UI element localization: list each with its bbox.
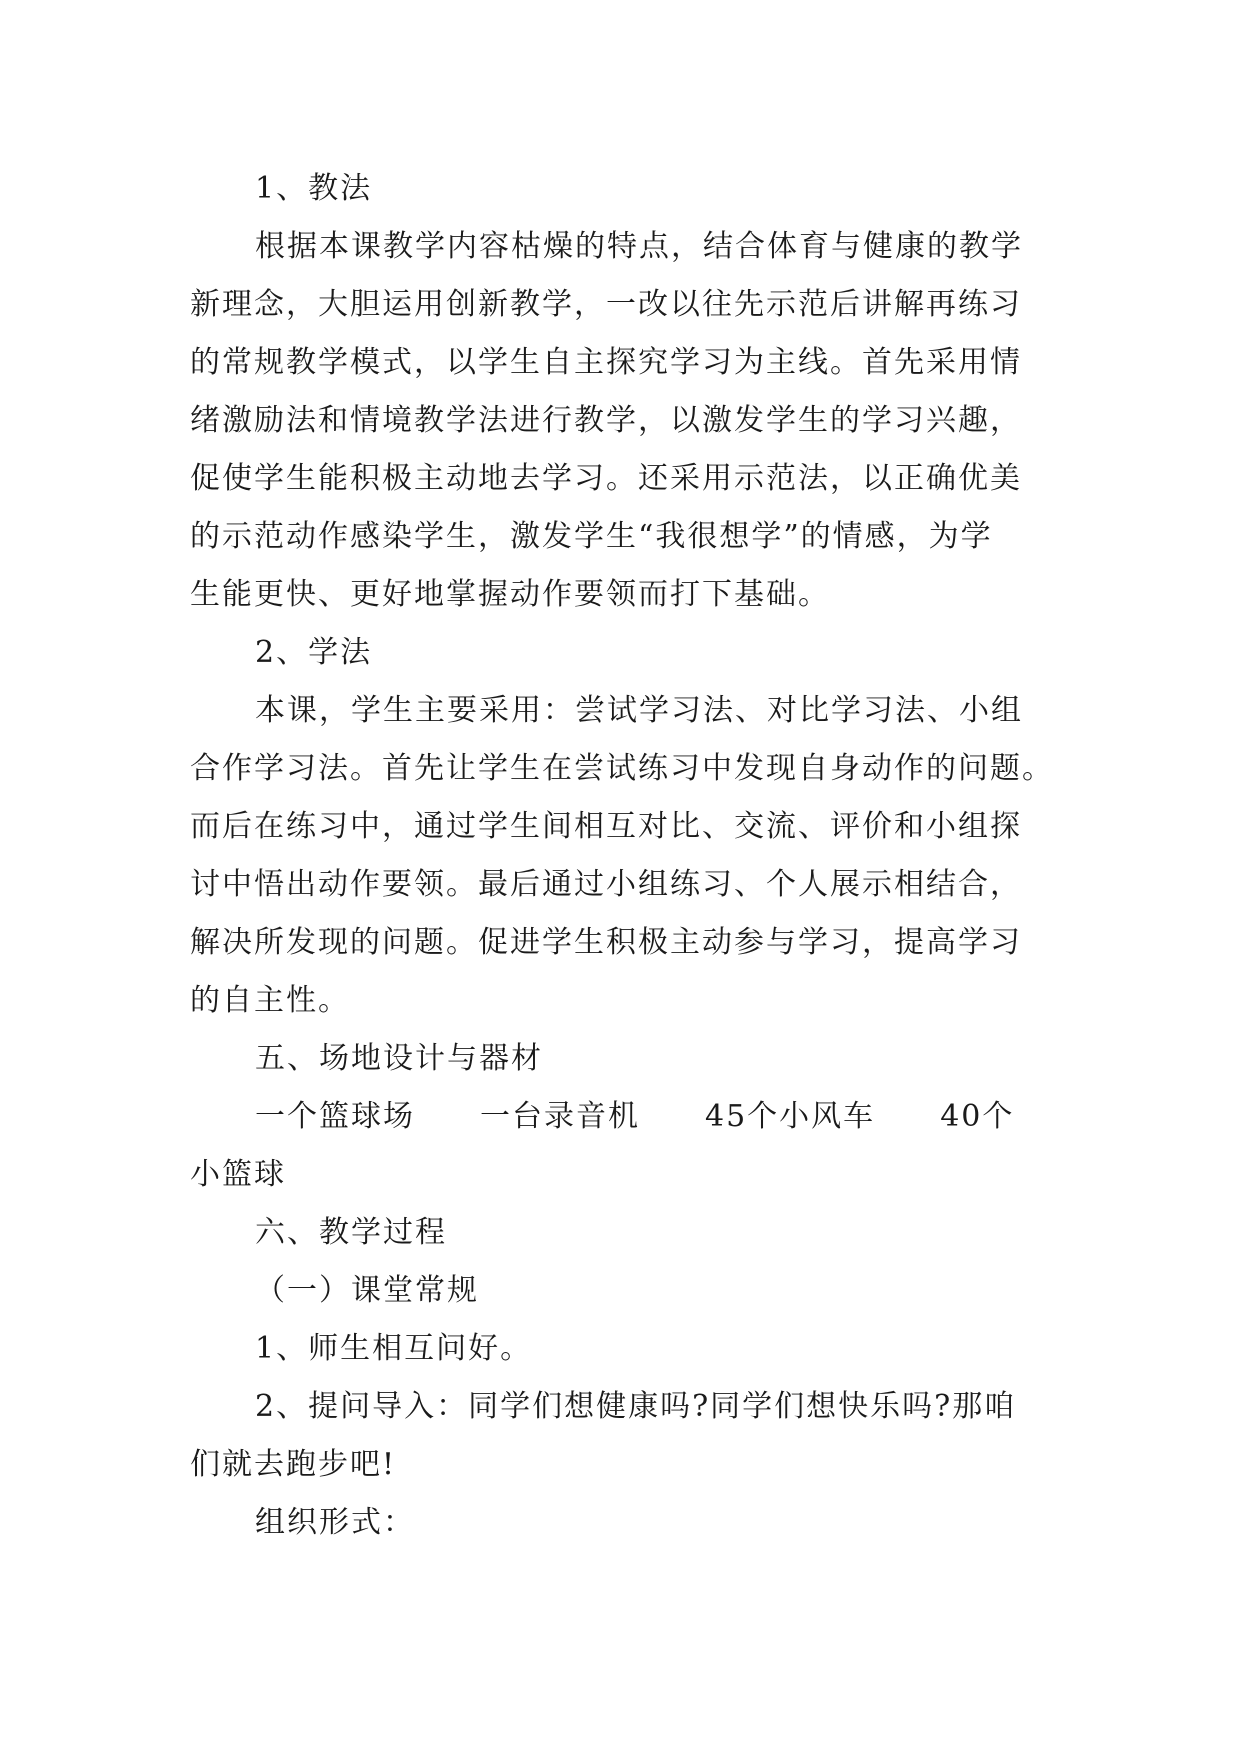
organization-label: 组织形式：	[255, 1505, 415, 1540]
process-heading: 六、教学过程	[255, 1215, 447, 1250]
paragraph-line: 解决所发现的问题。促进学生积极主动参与学习，提高学习	[190, 925, 1022, 960]
venue-heading: 五、场地设计与器材	[255, 1041, 543, 1076]
paragraph-line: 本课，学生主要采用：尝试学习法、对比学习法、小组	[255, 693, 1023, 728]
equipment-wrap-line: 小篮球	[190, 1157, 286, 1192]
routine-heading: （一）课堂常规	[255, 1273, 479, 1308]
equipment-item: 一台录音机	[480, 1099, 640, 1134]
paragraph-line: 生能更快、更好地掌握动作要领而打下基础。	[190, 577, 830, 612]
equipment-item: 一个篮球场	[255, 1099, 415, 1134]
routine-item: 2、提问导入：同学们想健康吗?同学们想快乐吗?那咱	[255, 1389, 1017, 1424]
learning-method-heading: 2、学法	[255, 635, 373, 670]
equipment-item: 40个	[940, 1099, 1015, 1134]
paragraph-line: 而后在练习中，通过学生间相互对比、交流、评价和小组探	[190, 809, 1022, 844]
equipment-item: 45个小风车	[705, 1099, 876, 1134]
routine-item-continuation: 们就去跑步吧!	[190, 1447, 397, 1482]
teaching-method-paragraph	[190, 218, 1060, 624]
paragraph-line: 新理念，大胆运用创新教学，一改以往先示范后讲解再练习	[190, 287, 1022, 322]
equipment-list	[190, 1088, 1060, 1146]
paragraph-line: 根据本课教学内容枯燥的特点，结合体育与健康的教学	[255, 229, 1023, 264]
routine-item: 1、师生相互问好。	[255, 1331, 533, 1366]
learning-method-paragraph	[190, 682, 1060, 1030]
paragraph-line: 的示范动作感染学生，激发学生“我很想学”的情感，为学	[190, 519, 993, 554]
paragraph-line: 促使学生能积极主动地去学习。还采用示范法，以正确优美	[190, 461, 1022, 496]
paragraph-line: 的自主性。	[190, 983, 350, 1018]
paragraph-line: 讨中悟出动作要领。最后通过小组练习、个人展示相结合，	[190, 867, 1022, 902]
paragraph-line: 合作学习法。首先让学生在尝试练习中发现自身动作的问题。	[190, 751, 1054, 786]
paragraph-line: 的常规教学模式，以学生自主探究学习为主线。首先采用情	[190, 345, 1022, 380]
teaching-method-heading: 1、教法	[255, 171, 373, 206]
paragraph-line: 绪激励法和情境教学法进行教学，以激发学生的学习兴趣，	[190, 403, 1022, 438]
document-body	[190, 160, 1060, 1552]
